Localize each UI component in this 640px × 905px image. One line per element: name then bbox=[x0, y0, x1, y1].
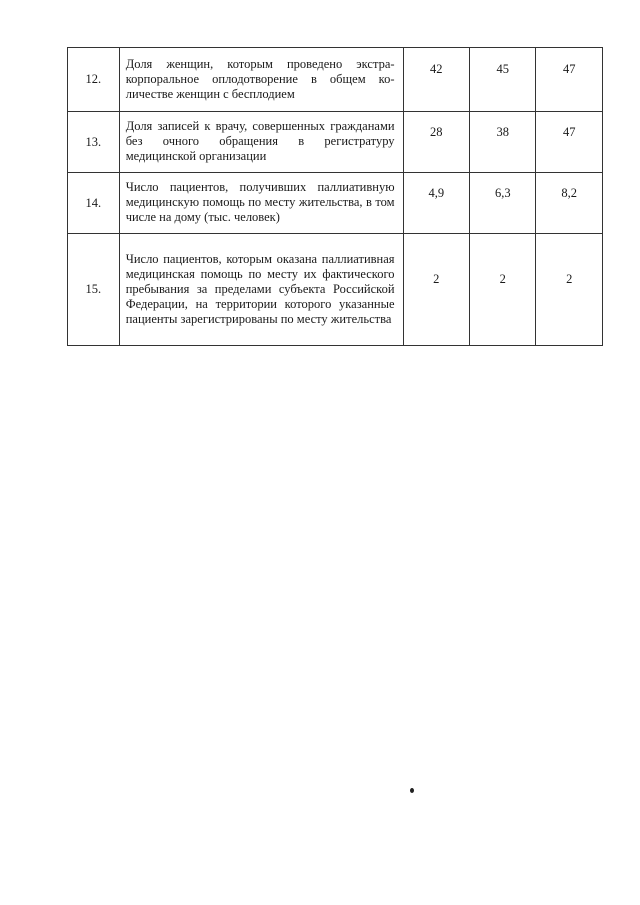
value-cell-2 bbox=[470, 234, 536, 346]
value-cell-2 bbox=[470, 173, 536, 234]
value-3: 47 bbox=[562, 62, 576, 76]
value-2: 38 bbox=[496, 124, 509, 139]
value-1: 28 bbox=[430, 124, 443, 139]
table-row bbox=[68, 234, 603, 346]
value-1: 2 bbox=[433, 272, 440, 286]
value-3: 2 bbox=[566, 272, 573, 286]
row-description: Доля записей к врачу, совершенных гражданами без очного обращения в регистратуру медицинской организации bbox=[119, 112, 403, 173]
value-cell-3 bbox=[536, 173, 603, 234]
value-cell-1 bbox=[403, 173, 469, 234]
value-2: 2 bbox=[499, 272, 506, 286]
row-number: 12. bbox=[68, 48, 120, 112]
value-1: 4,9 bbox=[428, 185, 445, 200]
value-2: 6,3 bbox=[494, 185, 511, 200]
row-number: 15. bbox=[68, 234, 120, 346]
value-2: 45 bbox=[496, 62, 509, 76]
row-description: Число пациентов, которым оказана паллиативная медицинская помощь по месту их фактического пребывания за пределами субъекта Российской Федерации, на территории которого указанные пациенты зарегистрированы по месту жительства bbox=[119, 234, 403, 346]
value-cell-3 bbox=[536, 234, 603, 346]
value-cell-1 bbox=[403, 48, 469, 112]
row-description: Число пациентов, получивших паллиативную медицинскую помощь по месту жительства, в том числе на дому (тыс. человек) bbox=[119, 173, 403, 234]
row-description: Доля женщин, которым проведено экстракорпоральное оплодотворение в общем количестве женщин с бесплодием bbox=[119, 48, 403, 112]
value-3: 47 bbox=[562, 124, 576, 139]
value-cell-1 bbox=[403, 112, 469, 173]
table-row bbox=[68, 173, 603, 234]
value-cell-1 bbox=[403, 234, 469, 346]
value-3: 8,2 bbox=[561, 185, 578, 200]
scan-mark bbox=[410, 788, 414, 793]
row-number: 13. bbox=[68, 112, 120, 173]
table-row bbox=[68, 48, 603, 112]
indicators-table bbox=[67, 47, 603, 346]
value-cell-3 bbox=[536, 112, 603, 173]
value-1: 42 bbox=[430, 62, 443, 76]
table-row bbox=[68, 112, 603, 173]
value-cell-2 bbox=[470, 48, 536, 112]
value-cell-2 bbox=[470, 112, 536, 173]
row-number: 14. bbox=[68, 173, 120, 234]
value-cell-3 bbox=[536, 48, 603, 112]
